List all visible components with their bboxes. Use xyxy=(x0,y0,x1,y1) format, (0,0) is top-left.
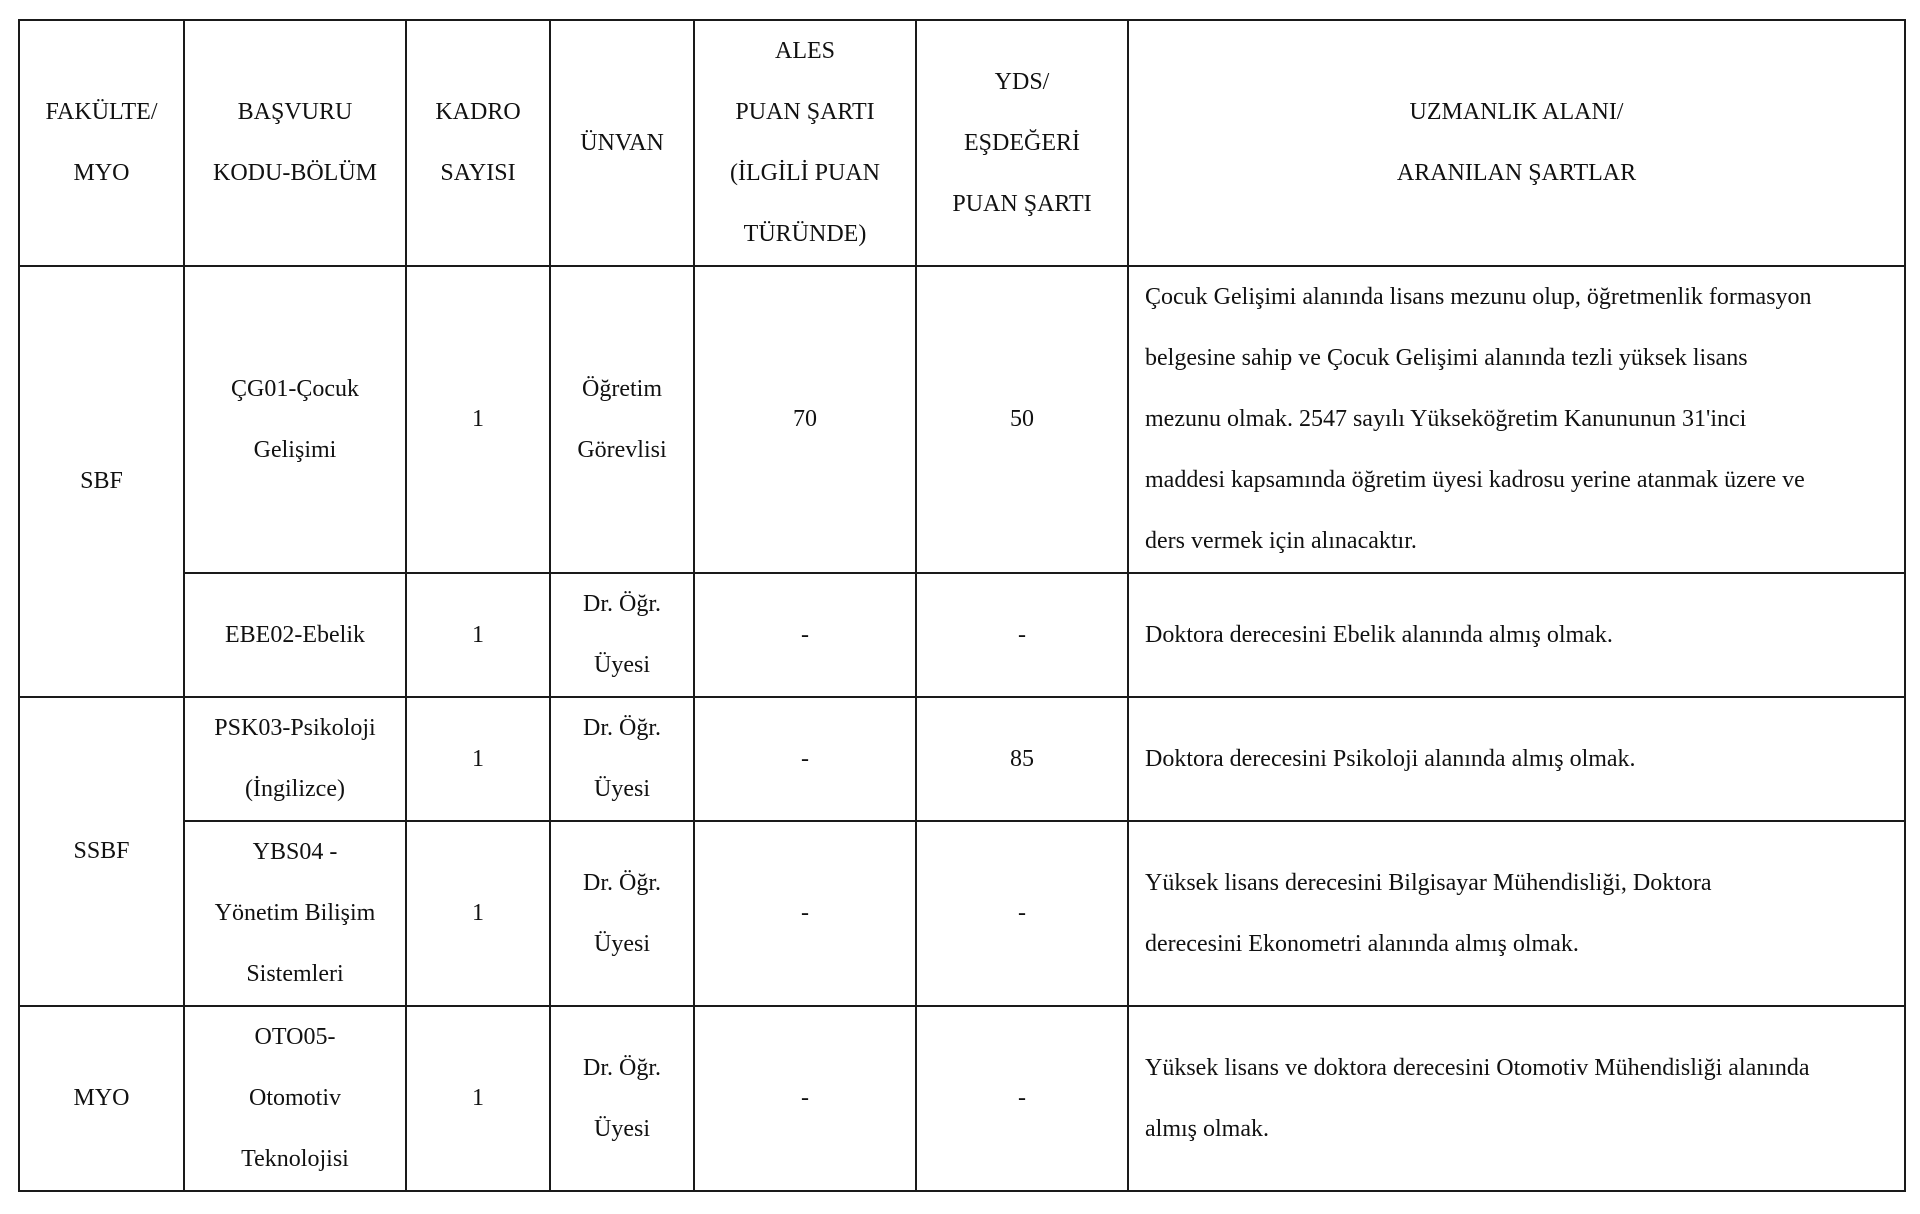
requirements-line: Çocuk Gelişimi alanında lisans mezunu olup, öğretmenlik formasyon xyxy=(1145,284,1812,310)
table-row xyxy=(19,266,1905,573)
header-code-line: BAŞVURU xyxy=(237,99,353,125)
header-requirements-line: ARANILAN ŞARTLAR xyxy=(1396,160,1637,186)
header-count-line: SAYISI xyxy=(440,160,516,186)
code-cell xyxy=(184,1006,406,1191)
code-cell xyxy=(184,697,406,821)
table-row xyxy=(19,821,1905,1006)
yds-cell: - xyxy=(916,573,1128,697)
title-line: Dr. Öğr. xyxy=(583,591,661,617)
code-line: (İngilizce) xyxy=(245,776,345,802)
header-faculty xyxy=(19,20,184,266)
title-line: Dr. Öğr. xyxy=(583,869,661,896)
staff-positions-table xyxy=(18,19,1906,1192)
header-ales-line: PUAN ŞARTI xyxy=(735,99,875,125)
header-faculty-line: MYO xyxy=(73,160,130,186)
code-line: EBE02-Ebelik xyxy=(225,621,365,648)
title-line: Üyesi xyxy=(594,930,650,957)
requirements-line: Yüksek lisans derecesini Bilgisayar Mühendisliği, Doktora xyxy=(1145,869,1712,896)
header-position-count xyxy=(406,20,550,266)
requirements-line: belgesine sahip ve Çocuk Gelişimi alanında tezli yüksek lisans xyxy=(1145,345,1748,371)
title-cell xyxy=(550,1006,694,1191)
requirements-cell xyxy=(1128,821,1905,1006)
yds-cell: - xyxy=(916,1006,1128,1191)
count-cell: 1 xyxy=(406,821,550,1006)
requirements-cell xyxy=(1128,1006,1905,1191)
count-cell: 1 xyxy=(406,1006,550,1191)
requirements-cell xyxy=(1128,697,1905,821)
title-line: Üyesi xyxy=(594,652,650,678)
code-line: ÇG01-Çocuk xyxy=(231,375,359,402)
header-title xyxy=(550,20,694,266)
ales-cell: - xyxy=(694,573,916,697)
yds-cell: 50 xyxy=(916,266,1128,573)
title-line: Dr. Öğr. xyxy=(583,1054,661,1081)
requirements-line: Yüksek lisans ve doktora derecesini Otomotiv Mühendisliği alanında xyxy=(1145,1054,1810,1081)
code-line: PSK03-Psikoloji xyxy=(214,715,376,741)
title-line: Öğretim xyxy=(582,375,662,402)
header-count-line: KADRO xyxy=(435,99,521,125)
yds-cell: 85 xyxy=(916,697,1128,821)
title-line: Üyesi xyxy=(594,1115,650,1142)
requirements-line: Doktora derecesini Ebelik alanında almış olmak. xyxy=(1145,621,1613,648)
header-application-code xyxy=(184,20,406,266)
code-cell xyxy=(184,573,406,697)
faculty-cell: SBF xyxy=(19,266,184,697)
code-line: Otomotiv xyxy=(248,1085,341,1111)
requirements-line: derecesini Ekonometri alanında almış olmak. xyxy=(1145,930,1579,957)
header-row xyxy=(19,20,1905,266)
title-cell xyxy=(550,573,694,697)
code-line: OTO05- xyxy=(254,1024,336,1050)
title-cell xyxy=(550,697,694,821)
code-line: Gelişimi xyxy=(253,436,337,463)
header-yds-line: PUAN ŞARTI xyxy=(952,190,1092,217)
requirements-line: maddesi kapsamında öğretim üyesi kadrosu yerine atanmak üzere ve xyxy=(1145,467,1805,493)
header-code-line: KODU-BÖLÜM xyxy=(213,160,377,186)
ales-cell: - xyxy=(694,1006,916,1191)
header-ales xyxy=(694,20,916,266)
ales-cell: - xyxy=(694,821,916,1006)
faculty-cell: SSBF xyxy=(19,697,184,1006)
ales-cell: 70 xyxy=(694,266,916,573)
header-ales-line: ALES xyxy=(775,38,835,64)
header-ales-line: TÜRÜNDE) xyxy=(743,221,867,247)
header-requirements-line: UZMANLIK ALANI/ xyxy=(1409,99,1624,125)
header-faculty-line: FAKÜLTE/ xyxy=(45,99,158,125)
table-row xyxy=(19,573,1905,697)
yds-cell: - xyxy=(916,821,1128,1006)
header-yds xyxy=(916,20,1128,266)
code-line: YBS04 - xyxy=(252,839,338,865)
code-cell xyxy=(184,266,406,573)
header-ales-line: (İLGİLİ PUAN xyxy=(730,160,880,186)
requirements-cell xyxy=(1128,266,1905,573)
title-line: Üyesi xyxy=(594,776,650,802)
code-line: Teknolojisi xyxy=(241,1146,349,1172)
code-cell xyxy=(184,821,406,1006)
requirements-line: mezunu olmak. 2547 sayılı Yükseköğretim Kanununun 31'inci xyxy=(1145,406,1747,432)
header-requirements xyxy=(1128,20,1905,266)
title-cell xyxy=(550,266,694,573)
header-yds-line: YDS/ xyxy=(994,68,1050,95)
requirements-line: Doktora derecesini Psikoloji alanında almış olmak. xyxy=(1145,745,1636,772)
table-row xyxy=(19,1006,1905,1191)
count-cell: 1 xyxy=(406,573,550,697)
requirements-line: almış olmak. xyxy=(1145,1115,1269,1142)
header-yds-line: EŞDEĞERİ xyxy=(964,129,1080,156)
title-line: Görevlisi xyxy=(577,436,667,463)
header-title-line: ÜNVAN xyxy=(580,129,664,156)
count-cell: 1 xyxy=(406,266,550,573)
requirements-cell xyxy=(1128,573,1905,697)
table-row xyxy=(19,697,1905,821)
title-cell xyxy=(550,821,694,1006)
requirements-line: ders vermek için alınacaktır. xyxy=(1145,528,1417,554)
faculty-cell: MYO xyxy=(19,1006,184,1191)
count-cell: 1 xyxy=(406,697,550,821)
code-line: Sistemleri xyxy=(246,961,344,987)
title-line: Dr. Öğr. xyxy=(583,715,661,741)
ales-cell: - xyxy=(694,697,916,821)
code-line: Yönetim Bilişim xyxy=(214,900,376,926)
